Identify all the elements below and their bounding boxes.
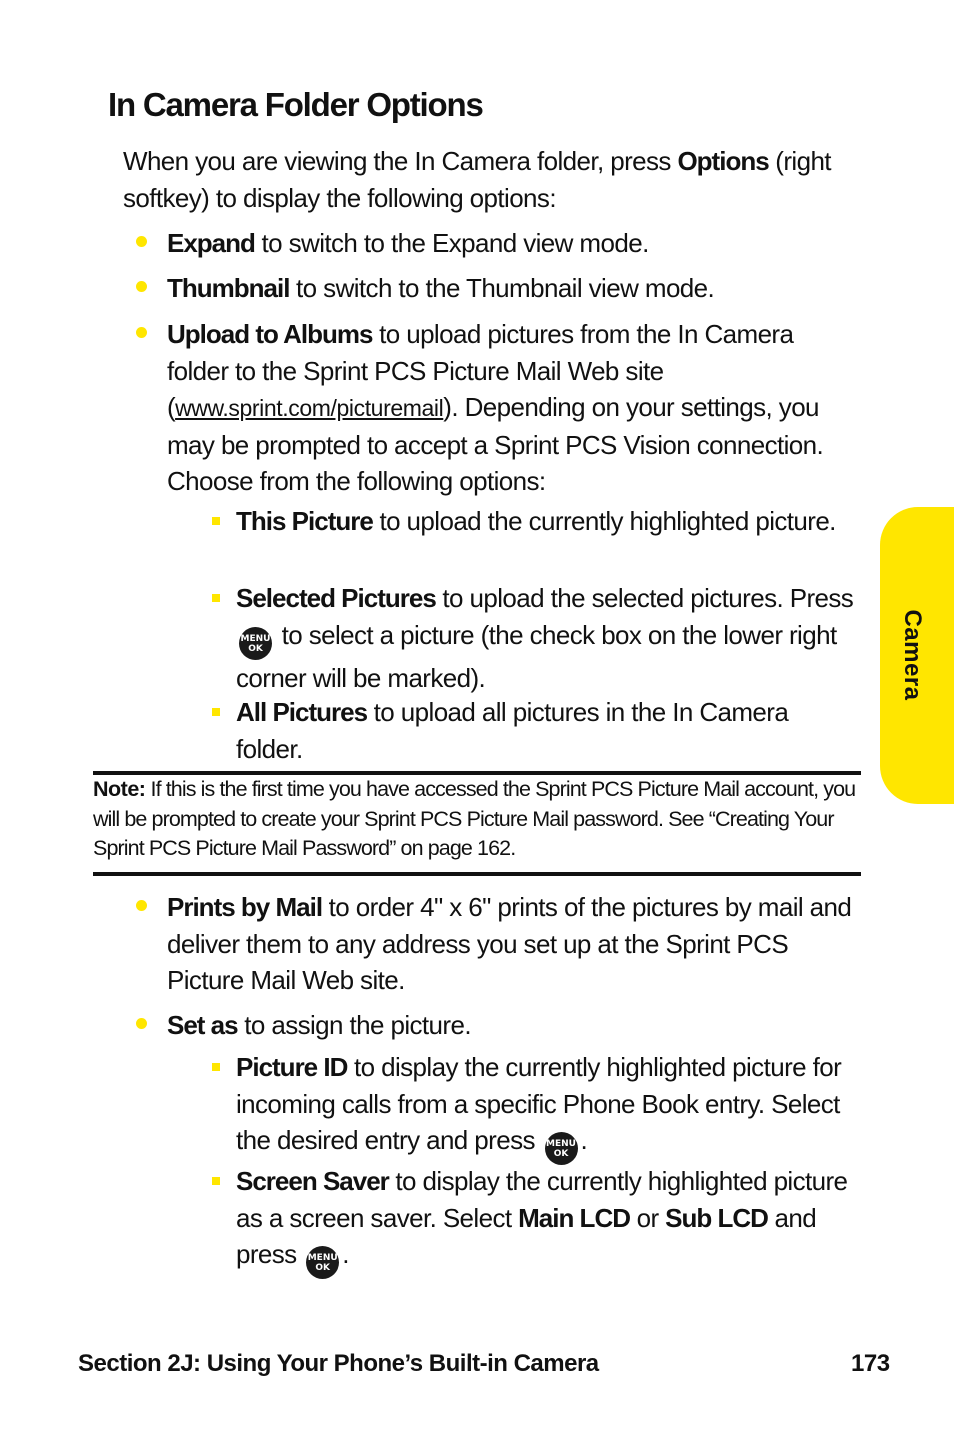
note-box: Note: If this is the first time you have accessed the Sprint PCS Picture Mail account, you will be prompted to create your Sprint PCS Picture Mail password. See “Creating Your Sprint PCS Picture Mail Password” on page 162. [93,777,856,860]
bullet-icon [136,327,147,338]
picturemail-link[interactable]: www.sprint.com/picturemail [175,395,444,421]
menu-ok-key-icon: MENU OK [239,627,272,660]
square-bullet-icon [212,708,220,716]
intro-paragraph: When you are viewing the In Camera folder, press Options (right softkey) to display the following options: [123,146,831,213]
option-this-picture: This Picture to upload the currently highlighted picture. [236,506,836,536]
option-set-as: Set as to assign the picture. [167,1010,471,1040]
option-prints-by-mail: Prints by Mail to order 4" x 6" prints of the pictures by mail and deliver them to any address you set up at the Sprint PCS Picture Mail Web site. [167,892,852,995]
bullet-icon [136,236,147,247]
option-picture-id: Picture ID to display the currently highlighted picture for incoming calls from a specific Phone Book entry. Select the desired entry and press MENU OK . [236,1049,861,1165]
menu-ok-key-icon: MENU OK [306,1246,339,1279]
square-bullet-icon [212,1063,220,1071]
square-bullet-icon [212,517,220,525]
footer-section-title: Section 2J: Using Your Phone’s Built-in Camera [78,1350,599,1377]
option-thumbnail: Thumbnail to switch to the Thumbnail view mode. [167,273,715,303]
footer-page-number: 173 [851,1350,890,1377]
menu-ok-key-icon: MENU OK [545,1132,578,1165]
option-upload-to-albums: Upload to Albums to upload pictures from the In Camera folder to the Sprint PCS Picture Mail Web site (www.sprint.com/picturemail). Depending on your settings, you may be prompted to accept a Sprint PCS Vision connection. Choose from the following options: [167,319,824,496]
bullet-icon [136,1018,147,1029]
options-softkey-label: Options [677,146,769,176]
note-bottom-rule [93,872,861,876]
option-screen-saver: Screen Saver to display the currently highlighted picture as a screen saver. Select Main LCD or Sub LCD and press MENU OK . [236,1163,861,1279]
side-tab-label: Camera [899,609,926,701]
bullet-icon [136,281,147,292]
option-all-pictures: All Pictures to upload all pictures in the In Camera folder. [236,697,789,764]
square-bullet-icon [212,1177,220,1185]
option-expand: Expand to switch to the Expand view mode. [167,228,649,258]
square-bullet-icon [212,594,220,602]
bullet-icon [136,900,147,911]
option-selected-pictures: Selected Pictures to upload the selected pictures. Press MENU OK to select a picture (the check box on the lower right corner will be marked). [236,583,854,693]
page-heading: In Camera Folder Options [108,86,483,123]
